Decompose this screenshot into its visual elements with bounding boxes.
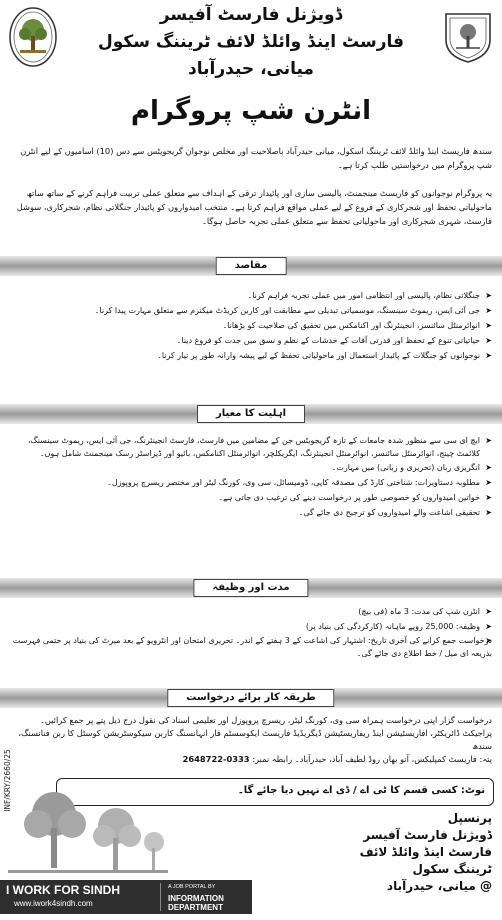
eligibility-banner [0,404,502,424]
signature-line-3: فارسٹ اینڈ وائلڈ لائف [359,845,492,859]
footer-divider [160,883,161,911]
duration-banner [0,578,502,598]
footer-tagline: A JOB PORTAL BY [168,884,216,890]
list-item: ➤ جنگلاتی نظام، پالیسی اور انتظامی امور میں عملی تجربہ فراہم کرنا۔ [8,288,492,303]
signature-line-4: ٹریننگ سکول [412,862,492,876]
apply-heading: طریقہ کار برائے درخواست [167,689,334,707]
list-item: ➤ انوائرمنٹل سائنسز، انجینئرنگ اور اکنامکس میں تحقیق کی صلاحیت کو بڑھانا۔ [8,318,492,333]
page-title: انٹرن شپ پروگرام [130,96,372,126]
apply-instructions [8,714,492,766]
list-item: ➤ خواتین امیدواروں کو خصوصی طور پر درخواست دینے کی ترغیب دی جاتی ہے۔ [8,490,492,505]
side-reference-code: INF/KRY/2660/25 [2,749,12,812]
intro-paragraph-2: یہ پروگرام نوجوانوں کو فاریسٹ مینجمنٹ، پالیسی سازی اور پائیدار ترقی کے اہداف سے متعلق عملی تربیت فراہم کرنے کے ساتھ ساتھ ماحولیاتی تحفظ اور شجرکاری کے فروغ کے لیے عملی مواقع فراہم کرتا ہے۔ منتخب امیدواروں کو پائیدار جنگلاتی نظام، شجرکاری، سوشل فارسٹ، شہری شجرکاری اور ماحولیاتی تحفظ سے متعلق عملی تجربہ حاصل ہوگا۔ [16,188,492,226]
list-item: ➤ مطلوبہ دستاویزات: شناختی کارڈ کی مصدقہ کاپی، ڈومیسائل، سی وی، کورنگ لیٹر اور مختصر ریسرچ پروپوزل۔ [8,475,492,490]
footer-website: www.iwork4sindh.com [14,899,93,908]
list-item: ➤ وظیفہ: 25,000 روپے ماہانہ (کارکردگی کی بنیاد پر) [8,619,492,634]
list-item: ➤ نوجوانوں کو جنگلات کے پائیدار استعمال اور ماحولیاتی تحفظ کے لیے پیشہ وارانہ طور پر تیار کرنا۔ [8,348,492,363]
intro-paragraph: سندھ فاریسٹ اینڈ وائلڈ لائف ٹریننگ اسکول، میانی حیدرآباد باصلاحیت اور مخلص نوجوان گریجویٹس سے دس (10) اسامیوں کے لیے انٹرن شپ پروگرام میں درخواستیں طلب کرتا ہے۔ [20,146,492,170]
note-box: نوٹ: کسی قسم کا ٹی اے / ڈی اے نہیں دیا جائے گا۔ [56,778,494,806]
header-title [64,2,438,83]
header-line-3: میانی، حیدرآباد [188,59,314,79]
signature-line-5: @ میانی، حیدرآباد [386,879,492,893]
header-line-2: فارسٹ اینڈ وائلڈ لائف ٹریننگ سکول [97,32,405,52]
signature-line-1: پرنسپل [447,811,492,825]
apply-banner [0,688,502,708]
list-item: ➤ تحقیقی اشاعت والے امیدواروں کو ترجیح دی جائے گی۔ [8,505,492,520]
apply-line-2: پراجیکٹ ڈائریکٹر، افاریسٹیشن اینڈ ریفاریسٹیشن ڈیگریڈیڈ فاریسٹ ایکوسسٹم فار انہانسنگ کاربن سیکوسٹریشن کوسٹل کا ربن فنانسنگ، سندھ [18,728,492,751]
apply-line-3 [8,753,492,766]
signature-block [360,810,492,895]
objectives-banner [0,256,502,276]
list-item: ➤ ایچ ای سی سے منظور شدہ جامعات کے تازہ گریجویٹس جن کے مضامین میں فارسٹ، فارسٹ انجینئرنگ، جی آئی ایس، ریموٹ سینسنگ، کلائمٹ چینج، انوائرمنٹل سائنسز، انوائرمنٹل انجینئرنگ، ایگریکلچر، انوائرمنٹل اکنامکس، بائیو اور ڈیزاسٹر رسک مینجمنٹ شامل ہوں۔ [8,434,492,460]
trees-illustration-icon [8,784,168,880]
apply-phone: 0333-2648722 [182,754,250,764]
duration-heading: مدت اور وظیفہ [193,579,308,597]
list-item: ➤ انگریزی زبان (تحریری و زبانی) میں مہارت۔ [8,460,492,475]
duration-list [8,604,492,660]
list-item: ➤ حیاتیاتی تنوع کے تحفظ اور قدرتی آفات کے خدشات کے نظم و نسق میں جدت کو فروغ دینا۔ [8,333,492,348]
eligibility-list [8,434,492,520]
footer-banner [0,880,252,914]
list-item: ➤ انٹرن شپ کی مدت: 3 ماہ (فی بیچ) [8,604,492,619]
eligibility-heading: اہلیت کا معیار [197,405,305,423]
list-item: ➤ جی آئی ایس، ریموٹ سینسنگ، موسمیاتی تبدیلی سے مطابقت اور کاربن کریڈٹ میکنزم سے متعلق مہارت پیدا کرنا۔ [8,303,492,318]
sindh-government-logo-icon [442,8,494,64]
list-item: ➤ درخواست جمع کرانے کی آخری تاریخ: اشتہار کی اشاعت کے 3 ہفتے کے اندر۔ تحریری امتحان اور انٹرویو کے بعد میرٹ کی بنیاد پر حتمی فہرست بذریعہ ای میل / خط اطلاع دی جائے گی۔ [8,634,492,660]
footer-department: INFORMATION DEPARTMENT [168,894,224,912]
objectives-list [8,288,492,363]
apply-address: پتہ: فاریسٹ کمپلیکس، آنو بھان روڈ لطیف آباد، حیدرآباد۔ رابطہ نمبر: [252,754,492,764]
objectives-heading: مقاصد [216,257,287,275]
header-line-1: ڈویژنل فارسٹ آفیسر [159,5,343,25]
apply-line-1: درخواست گزار اپنی درخواست ہمراہ سی وی، کورنگ لیٹر، ریسرچ پروپوزل اور تعلیمی اسناد کی نقول درج ذیل پتے پر جمع کرائیں۔ [39,715,492,725]
signature-line-2: ڈویژنل فارسٹ آفیسر [363,828,492,842]
footer-brand: I WORK FOR SINDH [6,883,120,897]
forest-school-logo-icon [8,6,58,68]
